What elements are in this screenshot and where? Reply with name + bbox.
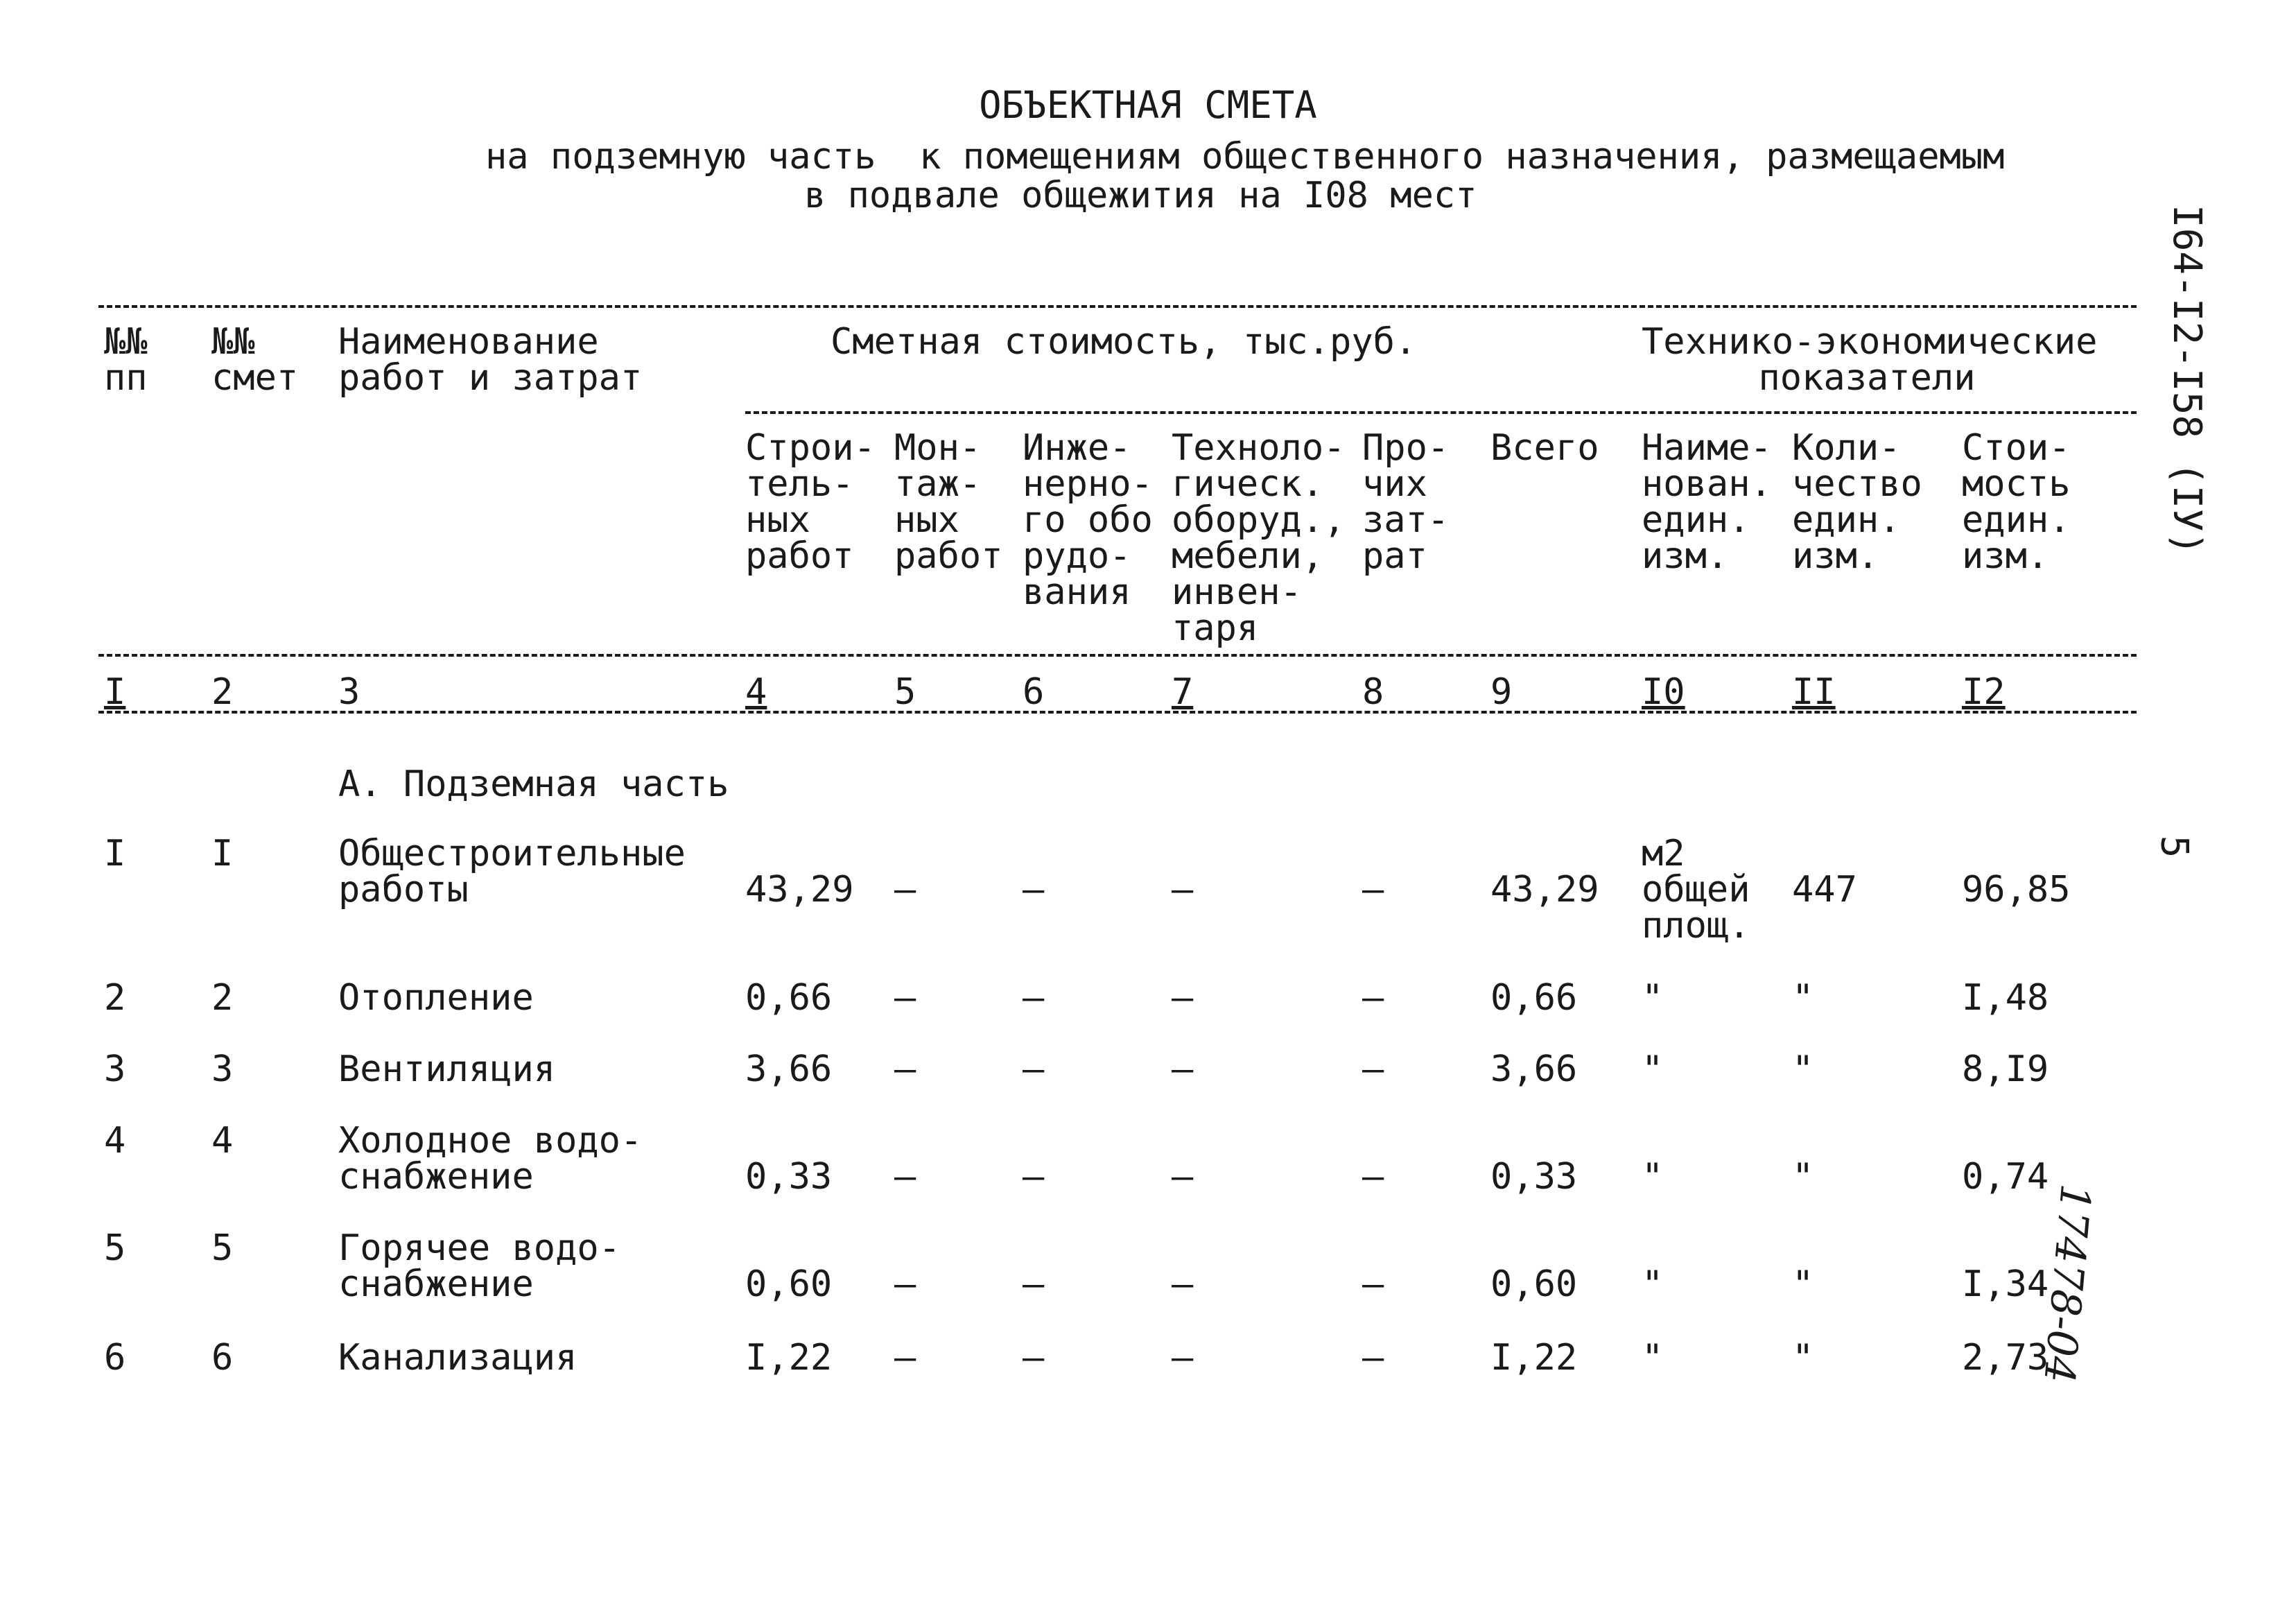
row-c9: 43,29 <box>1490 869 1599 910</box>
row-c8: – <box>1362 869 1384 910</box>
row-name: Вентиляция <box>338 1048 556 1090</box>
column-number-6: 6 <box>1023 671 1045 713</box>
row-c4: 43,29 <box>745 869 854 910</box>
header-col-name: Наименование работ и затрат <box>338 321 643 399</box>
handwritten-inventory-number: 17478-04 <box>2034 1182 2100 1385</box>
row-c10: " <box>1642 977 1664 1019</box>
row-name: Горячее водо- снабжение <box>338 1227 620 1305</box>
row-smet: 5 <box>211 1227 234 1269</box>
section-title: А. Подземная часть <box>338 763 729 805</box>
header-col-8: Про- чих зат- рат <box>1362 427 1450 577</box>
header-group-rule <box>745 411 2137 414</box>
row-pp: 5 <box>104 1227 126 1269</box>
row-name: Канализация <box>338 1337 577 1379</box>
header-col-6: Инже- нерно- го обо рудо- вания <box>1023 427 1153 613</box>
row-c9: 3,66 <box>1490 1048 1578 1090</box>
column-number-5: 5 <box>894 671 916 713</box>
row-smet: 3 <box>211 1048 234 1090</box>
row-c12: I,34 <box>1962 1263 2049 1305</box>
header-col-10: Наиме- нован. един. изм. <box>1642 427 1772 577</box>
row-smet: 4 <box>211 1120 234 1162</box>
row-smet: I <box>211 833 234 874</box>
row-c6: – <box>1023 1337 1045 1379</box>
row-c11: " <box>1792 1337 1814 1379</box>
row-smet: 2 <box>211 977 234 1019</box>
row-c11: 447 <box>1792 869 1857 910</box>
row-c6: – <box>1023 1156 1045 1198</box>
row-c6: – <box>1023 869 1045 910</box>
row-c9: 0,33 <box>1490 1156 1578 1198</box>
column-number-3: 3 <box>338 671 360 713</box>
row-c5: – <box>894 1337 916 1379</box>
row-smet: 6 <box>211 1337 234 1379</box>
row-c4: I,22 <box>745 1337 833 1379</box>
column-number-4: 4 <box>745 671 767 713</box>
header-top-rule <box>98 305 2137 308</box>
row-c5: – <box>894 869 916 910</box>
row-pp: 3 <box>104 1048 126 1090</box>
row-c10: " <box>1642 1263 1664 1305</box>
header-group-tech: Технико-экономические показатели <box>1642 321 2098 399</box>
row-c9: I,22 <box>1490 1337 1578 1379</box>
header-col-smet: №№ смет <box>211 321 299 399</box>
header-bottom-rule <box>98 654 2137 657</box>
row-c9: 0,60 <box>1490 1263 1578 1305</box>
header-col-7: Техноло- гическ. оборуд., мебели, инвен- таря <box>1172 427 1346 649</box>
row-name: Отопление <box>338 977 534 1019</box>
row-pp: 6 <box>104 1337 126 1379</box>
row-c7: – <box>1172 869 1194 910</box>
row-name: Холодное водо- снабжение <box>338 1120 643 1198</box>
row-c8: – <box>1362 977 1384 1019</box>
row-c10: " <box>1642 1048 1664 1090</box>
row-c10: " <box>1642 1337 1664 1379</box>
header-col-5: Мон- таж- ных работ <box>894 427 1003 577</box>
header-group-cost: Сметная стоимость, тыс.руб. <box>830 321 1417 363</box>
row-c12: 96,85 <box>1962 869 2071 910</box>
header-col-12: Стои- мость един. изм. <box>1962 427 2071 577</box>
row-c6: – <box>1023 1263 1045 1305</box>
document-title: ОБЪЕКТНАЯ СМЕТА <box>979 83 1317 127</box>
row-c12: 8,I9 <box>1962 1048 2049 1090</box>
row-c4: 0,60 <box>745 1263 833 1305</box>
row-c4: 0,66 <box>745 977 833 1019</box>
row-c7: – <box>1172 1048 1194 1090</box>
column-number-2: 2 <box>211 671 234 713</box>
document-subtitle-line1: на подземную часть к помещениям общественного назначения, размещаемым <box>485 136 2005 178</box>
row-c5: – <box>894 1048 916 1090</box>
row-c6: – <box>1023 1048 1045 1090</box>
row-c12: I,48 <box>1962 977 2049 1019</box>
column-number-8: 8 <box>1362 671 1384 713</box>
row-c9: 0,66 <box>1490 977 1578 1019</box>
row-c7: – <box>1172 1156 1194 1198</box>
row-c11: " <box>1792 1263 1814 1305</box>
row-pp: 4 <box>104 1120 126 1162</box>
row-c10: м2 общей площ. <box>1642 833 1750 947</box>
document-subtitle-line2: в подвале общежития на I08 мест <box>804 175 1477 216</box>
row-c5: – <box>894 977 916 1019</box>
row-c8: – <box>1362 1156 1384 1198</box>
row-pp: I <box>104 833 126 874</box>
row-c7: – <box>1172 1337 1194 1379</box>
row-c4: 3,66 <box>745 1048 833 1090</box>
row-c6: – <box>1023 977 1045 1019</box>
row-c7: – <box>1172 977 1194 1019</box>
side-document-code: I64-I2-I58 (IУ) <box>2164 205 2209 555</box>
row-c5: – <box>894 1156 916 1198</box>
header-col-pp: №№ пп <box>104 321 148 399</box>
row-c5: – <box>894 1263 916 1305</box>
column-number-10: I0 <box>1642 671 1685 713</box>
column-number-7: 7 <box>1172 671 1194 713</box>
row-c12: 2,73 <box>1962 1337 2049 1379</box>
row-c8: – <box>1362 1048 1384 1090</box>
row-pp: 2 <box>104 977 126 1019</box>
row-c7: – <box>1172 1263 1194 1305</box>
row-c10: " <box>1642 1156 1664 1198</box>
row-c11: " <box>1792 1156 1814 1198</box>
page-number: 5 <box>2152 835 2197 858</box>
row-name: Общестроительные работы <box>338 833 686 910</box>
column-number-12: I2 <box>1962 671 2006 713</box>
column-number-9: 9 <box>1490 671 1513 713</box>
row-c12: 0,74 <box>1962 1156 2049 1198</box>
row-c11: " <box>1792 977 1814 1019</box>
header-col-11: Коли- чество един. изм. <box>1792 427 1922 577</box>
row-c4: 0,33 <box>745 1156 833 1198</box>
row-c8: – <box>1362 1263 1384 1305</box>
column-number-11: II <box>1792 671 1836 713</box>
row-c8: – <box>1362 1337 1384 1379</box>
column-number-1: I <box>104 671 126 713</box>
header-col-9: Всего <box>1490 427 1599 469</box>
header-col-4: Строи- тель- ных работ <box>745 427 876 577</box>
row-c11: " <box>1792 1048 1814 1090</box>
